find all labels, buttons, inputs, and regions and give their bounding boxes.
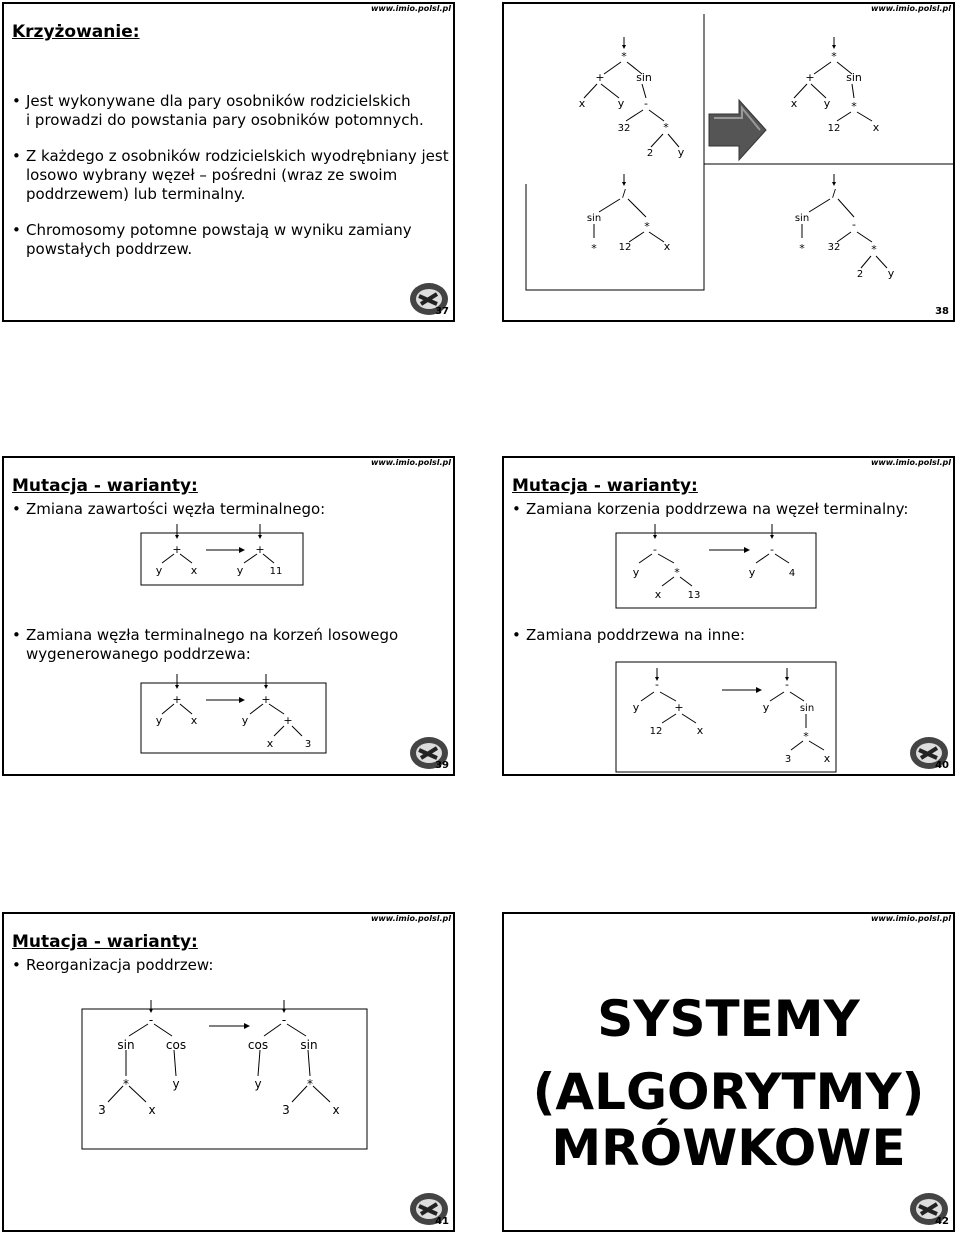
bullet-dot-icon: • bbox=[512, 500, 521, 518]
slide-title: Krzyżowanie: bbox=[12, 22, 140, 42]
bullet-line: poddrzewem) lub terminalny. bbox=[26, 185, 246, 203]
bullet-line: Zmiana zawartości węzła terminalnego: bbox=[26, 500, 326, 518]
tree-node: y bbox=[632, 701, 640, 714]
tree-node: y bbox=[617, 97, 625, 110]
tree-node: y bbox=[254, 1077, 262, 1091]
tree-node: y bbox=[241, 714, 249, 727]
tree-node: x bbox=[663, 240, 671, 253]
bullet-line: powstałych poddrzew. bbox=[26, 240, 193, 258]
tree-node: * bbox=[799, 242, 805, 255]
tree-node: * bbox=[123, 1077, 129, 1091]
slide-url: www.imio.polsl.pl bbox=[870, 914, 951, 923]
bullet-dot-icon: • bbox=[512, 626, 521, 644]
slide-url: www.imio.polsl.pl bbox=[870, 4, 951, 13]
tree-node: y bbox=[155, 714, 163, 727]
tree-node: x bbox=[190, 564, 198, 577]
tree-node: y bbox=[172, 1077, 180, 1091]
bullet-line: Zamiana korzenia poddrzewa na węzeł terminalny: bbox=[526, 500, 909, 518]
tree-node: 11 bbox=[269, 566, 283, 577]
tree-node: + bbox=[283, 714, 293, 727]
tree-node: - bbox=[785, 678, 789, 691]
tree-node: * bbox=[803, 730, 809, 743]
bullet-dot-icon: • bbox=[12, 956, 21, 974]
tree-node: 12 bbox=[649, 726, 663, 737]
tree-node: x bbox=[332, 1103, 340, 1117]
tree-node: sin bbox=[799, 703, 815, 714]
tree-node: 3 bbox=[282, 1103, 290, 1117]
bullet-line: losowo wybrany węzeł – pośredni (wraz ze swoim bbox=[26, 166, 398, 184]
tree-node: x bbox=[148, 1103, 156, 1117]
bullet-dot-icon: • bbox=[12, 221, 21, 239]
tree-node: 32 bbox=[617, 123, 631, 134]
bullet-line: Reorganizacja poddrzew: bbox=[26, 956, 214, 974]
tree-node: x bbox=[872, 121, 880, 134]
tree-node: * bbox=[674, 566, 680, 579]
tree-node: - bbox=[644, 97, 648, 110]
bullet-line: Chromosomy potomne powstają w wyniku zamiany bbox=[26, 221, 412, 239]
page-number: 38 bbox=[935, 306, 949, 317]
bullet-dot-icon: • bbox=[12, 500, 21, 518]
tree-node: / bbox=[622, 187, 626, 200]
slide-title: Mutacja - warianty: bbox=[12, 932, 198, 952]
tree-node: y bbox=[748, 566, 756, 579]
bullet-line: Zamiana węzła terminalnego na korzeń losowego bbox=[26, 626, 399, 644]
bullet-line: wygenerowanego poddrzewa: bbox=[26, 645, 251, 663]
tree-node: - bbox=[770, 543, 774, 556]
bullet-dot-icon: • bbox=[12, 92, 21, 110]
tree-node: 3 bbox=[784, 754, 792, 765]
slide-title: Mutacja - warianty: bbox=[12, 476, 198, 496]
bullet-dot-icon: • bbox=[12, 147, 21, 165]
tree-node: * bbox=[663, 121, 669, 134]
tree-node: + bbox=[172, 693, 182, 706]
tree-node: * bbox=[307, 1077, 313, 1091]
slide-37 bbox=[2, 2, 455, 322]
tree-node: sin bbox=[794, 213, 810, 224]
tree-node: * bbox=[621, 50, 627, 63]
tree-node: - bbox=[281, 1013, 287, 1027]
bullet-dot-icon: • bbox=[12, 626, 21, 644]
page-number: 37 bbox=[435, 306, 449, 317]
tree-node: * bbox=[851, 100, 857, 113]
tree-node: sin bbox=[117, 1038, 135, 1052]
slide-url: www.imio.polsl.pl bbox=[370, 458, 451, 467]
tree-node: - bbox=[852, 218, 856, 231]
tree-node: 3 bbox=[98, 1103, 106, 1117]
tree-node: / bbox=[832, 187, 836, 200]
tree-node: x bbox=[790, 97, 798, 110]
tree-node: + bbox=[172, 543, 182, 556]
bullet-item bbox=[12, 147, 449, 204]
tree-node: x bbox=[266, 737, 274, 750]
page-number: 42 bbox=[935, 1216, 949, 1227]
tree-node: * bbox=[644, 220, 650, 233]
tree-node: * bbox=[871, 243, 877, 256]
slide-42 bbox=[502, 912, 955, 1232]
reorganization-diagram bbox=[4, 914, 455, 1232]
slide-url: www.imio.polsl.pl bbox=[870, 458, 951, 467]
tree-node: + bbox=[255, 543, 265, 556]
tree-node: y bbox=[632, 566, 640, 579]
tree-node: sin bbox=[846, 71, 862, 84]
mutation-diagram bbox=[504, 458, 955, 776]
crossover-diagram bbox=[504, 4, 955, 322]
tree-node: 3 bbox=[304, 739, 312, 750]
tree-node: 32 bbox=[827, 242, 841, 253]
page-number: 39 bbox=[435, 760, 449, 771]
tree-node: cos bbox=[247, 1038, 269, 1052]
slide-title: Mutacja - warianty: bbox=[512, 476, 698, 496]
section-title-line: MRÓWKOWE bbox=[551, 1119, 906, 1177]
tree-node: * bbox=[591, 242, 597, 255]
tree-node: 12 bbox=[618, 242, 632, 253]
tree-node: sin bbox=[300, 1038, 318, 1052]
tree-node: x bbox=[578, 97, 586, 110]
tree-node: y bbox=[823, 97, 831, 110]
tree-node: x bbox=[823, 752, 831, 765]
tree-node: y bbox=[155, 564, 163, 577]
tree-node: 13 bbox=[687, 590, 701, 601]
tree-node: * bbox=[831, 50, 837, 63]
tree-node: + bbox=[261, 693, 271, 706]
tree-node: y bbox=[762, 701, 770, 714]
bullet-line: Zamiana poddrzewa na inne: bbox=[526, 626, 746, 644]
bullet-line: Jest wykonywane dla pary osobników rodzicielskich bbox=[26, 92, 411, 110]
tree-node: 12 bbox=[827, 123, 841, 134]
slide-url: www.imio.polsl.pl bbox=[370, 4, 451, 13]
tree-node: x bbox=[654, 588, 662, 601]
slide-39 bbox=[2, 456, 455, 776]
tree-node: + bbox=[595, 71, 605, 84]
tree-node: y bbox=[236, 564, 244, 577]
tree-node: + bbox=[805, 71, 815, 84]
tree-node: sin bbox=[586, 213, 602, 224]
tree-node: 2 bbox=[856, 269, 864, 280]
tree-node: 2 bbox=[646, 148, 654, 159]
tree-node: y bbox=[887, 267, 895, 280]
tree-node: x bbox=[696, 724, 704, 737]
bullet-line: Z każdego z osobników rodzicielskich wyodrębniany jest bbox=[26, 147, 449, 165]
slide-41 bbox=[2, 912, 455, 1232]
bullet-item bbox=[12, 92, 424, 130]
tree-node: - bbox=[653, 543, 657, 556]
slide-40 bbox=[502, 456, 955, 776]
tree-node: sin bbox=[636, 71, 652, 84]
bullet-line: i prowadzi do powstania pary osobników potomnych. bbox=[26, 111, 424, 129]
slide-38 bbox=[502, 2, 955, 322]
section-title-line: (ALGORYTMY) bbox=[532, 1063, 925, 1121]
bullet-item bbox=[12, 221, 412, 259]
tree-node: - bbox=[655, 678, 659, 691]
tree-node: x bbox=[190, 714, 198, 727]
slide-url: www.imio.polsl.pl bbox=[370, 914, 451, 923]
tree-node: y bbox=[677, 146, 685, 159]
section-title-line: SYSTEMY bbox=[597, 990, 860, 1048]
tree-node: + bbox=[674, 701, 684, 714]
page-number: 40 bbox=[935, 760, 949, 771]
tree-node: - bbox=[148, 1013, 154, 1027]
tree-node: 4 bbox=[788, 568, 796, 579]
mutation-diagram bbox=[4, 458, 455, 776]
page-number: 41 bbox=[435, 1216, 449, 1227]
tree-node: cos bbox=[165, 1038, 187, 1052]
